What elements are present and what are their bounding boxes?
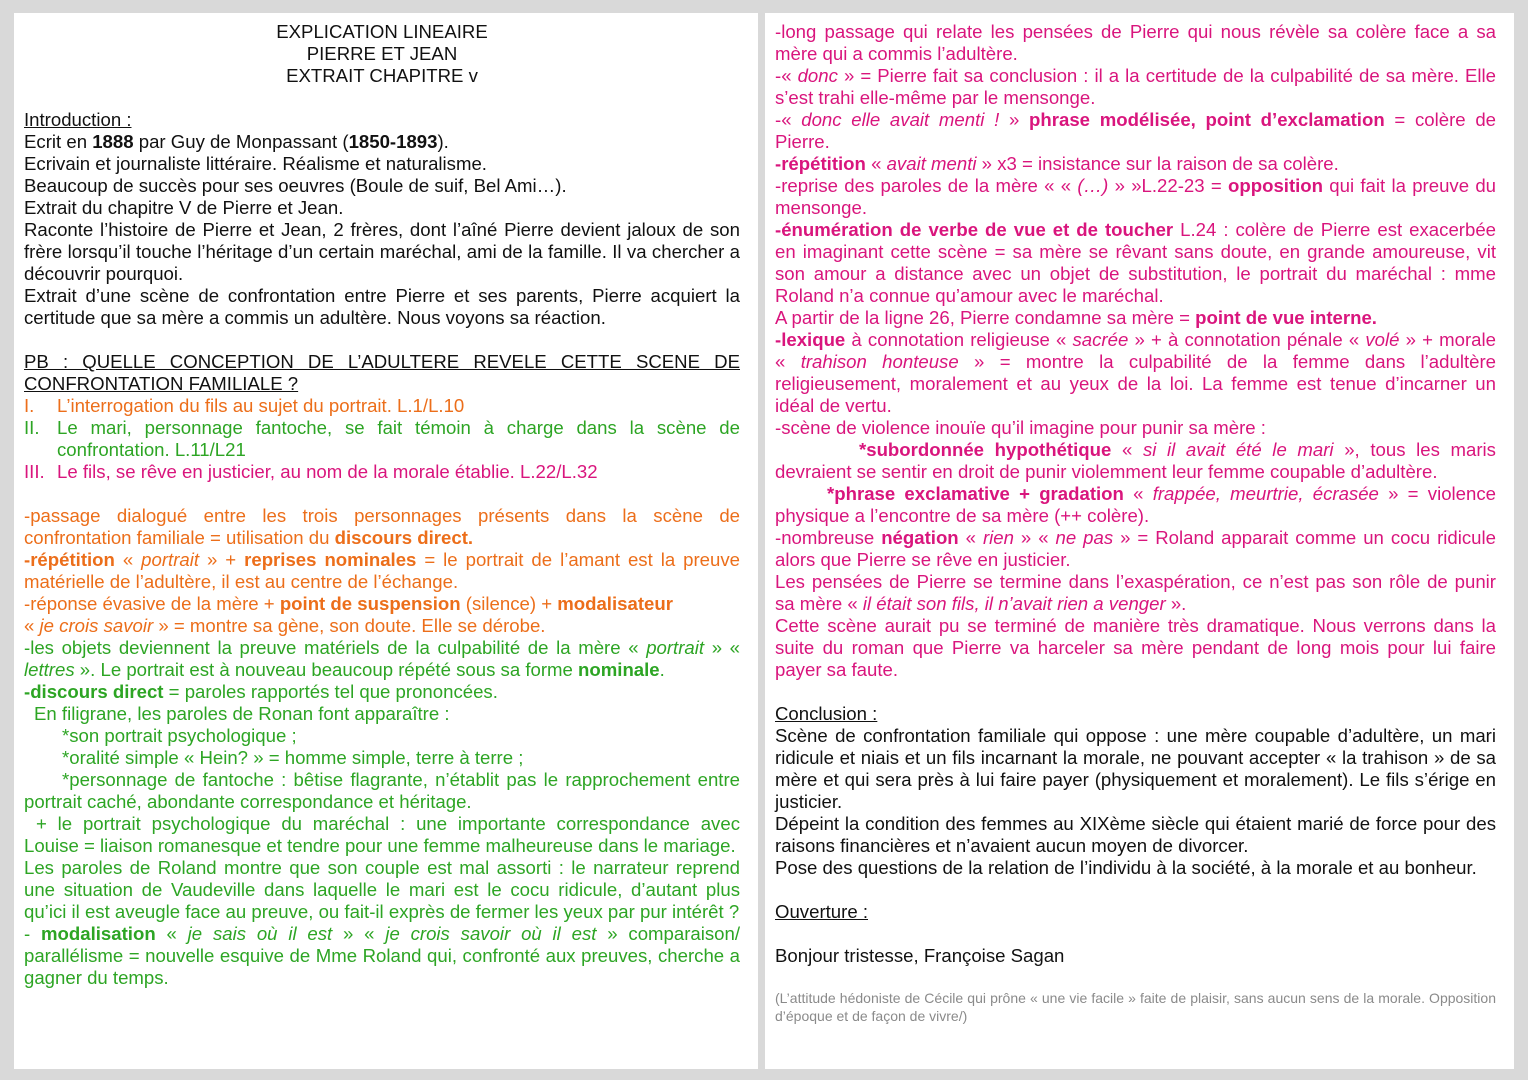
plan-item: III. Le fils, se rêve en justicier, au nom de la morale établie. L.22/L.32	[24, 461, 598, 482]
part3-negation-paragraph: -nombreuse négation « rien » « ne pas » = Roland apparait comme un cocu ridicule alors que Pierre se rêve en justicier.	[775, 527, 1496, 570]
part3-enumeration-paragraph: -énumération de verbe de vue et de toucher L.24 : colère de Pierre est exacerbée en imaginant cette scène = sa mère se rêvant sans doute, en grande amoureuse, vit son amour a distance avec un objet de substitution, le portrait du maréchal : mme Roland n’a connue qu’amour avec le maréchal.	[775, 219, 1497, 306]
part2-direct-speech-paragraph: -discours direct = paroles rapportés tel que prononcées.	[24, 681, 498, 702]
problematique: PB : QUELLE CONCEPTION DE L’ADULTERE REVELE CETTE SCENE DE CONFRONTATION FAMILIALE ?	[24, 351, 740, 394]
ouverture-note: (L’attitude hédoniste de Cécile qui prône « une vie facile » faite de plaisir, sans aucun sens de la morale. Opposition d’époque et de façon de vivre/)	[775, 990, 1496, 1024]
plan-item: I. L’interrogation du fils au sujet du portrait. L.1/L.10	[24, 395, 465, 416]
part1-dialogue-paragraph: -passage dialogué entre les trois personnages présents dans la scène de confrontation familiale = utilisation du discours direct.	[24, 505, 740, 548]
intro-story-paragraph: Raconte l’histoire de Pierre et Jean, 2 frères, dont l’aîné Pierre devient jaloux de son frère lorsqu’il touche l’héritage d’un certain maréchal, ami de la famille. Il va chercher a découvrir pourquoi.	[24, 219, 740, 284]
ouverture-section	[775, 901, 1496, 1025]
ouverture-heading: Ouverture :	[775, 901, 869, 922]
part3-exclamation-paragraph: -« donc elle avait menti ! » phrase modélisée, point d’exclamation = colère de Pierre.	[775, 109, 1496, 152]
document-header	[24, 21, 740, 87]
part3-dramatic-paragraph: Cette scène aurait pu se terminé de manière très dramatique. Nous verrons dans la suite du roman que Pierre va harceler sa mère pendant de long mois pour lui faire payer sa faute.	[775, 615, 1496, 680]
left-column	[14, 13, 758, 1069]
part2-roland-paragraph: Les paroles de Roland montre que son couple est mal assorti : le narrateur reprend une situation de Vaudeville dans laquelle le mari est le cocu ridicule, d’autant plus qu’ici il est aveugle face au preuve, ou fait-il exprès de fermer les yeux par pur intérêt ?	[24, 857, 740, 922]
part3-hypothetical-paragraph: *subordonnée hypothétique « si il avait été le mari », tous les maris devraient se sentir en droit de punir violemment leur femme coupable d’adultère.	[775, 439, 1496, 482]
part2-objects-paragraph: -les objets deviennent la preuve matériels de la culpabilité de la mère « portrait » « lettres ». Le portrait est à nouveau beaucoup répété sous sa forme nominale.	[24, 637, 741, 680]
part2-analysis	[24, 637, 740, 989]
part3-reprise-paragraph: -reprise des paroles de la mère « « (…) » »L.22-23 = opposition qui fait la preuve du mensonge.	[775, 175, 1496, 218]
part1-analysis	[24, 505, 740, 637]
part3-lexicon-paragraph: -lexique à connotation religieuse « sacrée » + à connotation pénale « volé » + morale « trahison honteuse » = montre la culpabilité de la femme dans l’adultère religieusement, moralement et au yeux de la loi. La femme est tenue d’incarner un idéal de vertu.	[775, 329, 1496, 416]
part2-bullet-portrait: *son portrait psychologique ;	[62, 725, 297, 746]
part3-viewpoint-paragraph: A partir de la ligne 26, Pierre condamne sa mère = point de vue interne.	[775, 307, 1377, 328]
part2-filigree-line: En filigrane, les paroles de Ronan font apparaître :	[34, 703, 450, 724]
part2-modalisation-paragraph: - modalisation « je sais où il est » « je crois savoir où il est » comparaison/ parallélisme = nouvelle esquive de Mme Roland qui, confronté aux preuves, cherche a gagner du temps.	[24, 923, 741, 988]
part1-repetition-paragraph: -répétition « portrait » + reprises nominales = le portrait de l’amant est la preuve matérielle de l’adultère, il est au centre de l’échange.	[24, 549, 740, 592]
introduction-heading: Introduction :	[24, 109, 132, 130]
conclusion-condition-paragraph: Dépeint la condition des femmes au XIXème siècle qui étaient marié de force pour des raisons financières et n’avaient aucun moyen de divorcer.	[775, 813, 1496, 856]
introduction-section	[24, 109, 740, 329]
part3-gradation-paragraph: *phrase exclamative + gradation « frappée, meurtrie, écrasée » = violence physique a l’encontre de sa mère (++ colère).	[775, 483, 1496, 526]
part1-response-paragraph: -réponse évasive de la mère + point de suspension (silence) + modalisateur « je crois savoir » = montre sa gène, son doute. Elle se dérobe.	[24, 593, 673, 636]
part3-analysis	[775, 21, 1496, 681]
part2-bullet-puppet: *personnage de fantoche : bêtise flagrante, n’établit pas le rapprochement entre portrait caché, abondante correspondance et héritage.	[24, 769, 740, 812]
intro-scene-paragraph: Extrait d’une scène de confrontation entre Pierre et ses parents, Pierre acquiert la certitude que sa mère a commis un adultère. Nous voyons sa réaction.	[24, 285, 740, 328]
plan-list	[24, 395, 740, 483]
intro-author-line: Ecrivain et journaliste littéraire. Réalisme et naturalisme.	[24, 153, 487, 174]
part3-repetition-paragraph: -répétition « avait menti » x3 = insistance sur la raison de sa colère.	[775, 153, 1339, 174]
plan-item: II. Le mari, personnage fantoche, se fait témoin à charge dans la scène de confrontation. L.11/L21	[24, 417, 740, 460]
header-title: EXPLICATION LINEAIRE	[276, 21, 488, 42]
right-column	[765, 13, 1514, 1069]
part2-bullet-orality: *oralité simple « Hein? » = homme simple, terre à terre ;	[62, 747, 524, 768]
header-excerpt: EXTRAIT CHAPITRE v	[286, 65, 478, 86]
part3-exasperation-paragraph: Les pensées de Pierre se termine dans l’exaspération, ce n’est pas son rôle de punir sa mère « il était son fils, il n’avait rien a venger ».	[775, 571, 1496, 614]
part3-thoughts-paragraph: -long passage qui relate les pensées de Pierre qui nous révèle sa colère face a sa mère qui a commis l’adultère.	[775, 21, 1496, 64]
part3-donc-paragraph: -« donc » = Pierre fait sa conclusion : il a la certitude de la culpabilité de sa mère. Elle s’est trahi elle-même par le mensonge.	[775, 65, 1496, 108]
part3-violence-paragraph: -scène de violence inouïe qu’il imagine pour punir sa mère :	[775, 417, 1266, 438]
part2-marshal-paragraph: + le portrait psychologique du maréchal : une importante correspondance avec Louise = liaison romanesque et tendre pour une femme malheureuse dans le mariage.	[24, 813, 740, 856]
ouverture-title: Bonjour tristesse, Françoise Sagan	[775, 945, 1065, 966]
intro-extract-line: Extrait du chapitre V de Pierre et Jean.	[24, 197, 344, 218]
conclusion-section	[775, 703, 1496, 879]
intro-date-line: Ecrit en 1888 par Guy de Monpassant (1850-1893).	[24, 131, 449, 152]
conclusion-questions-paragraph: Pose des questions de la relation de l’individu à la société, à la morale et au bonheur.	[775, 857, 1477, 878]
document-page	[14, 13, 1514, 1069]
conclusion-summary-paragraph: Scène de confrontation familiale qui oppose : une mère coupable d’adultère, un mari ridicule et niais et un fils incarnant la morale, ne pouvant accepter « la trahison » de sa mère et qui sera près à lui faire payer (physiquement et moralement). Le fils s’érige en justicier.	[775, 725, 1496, 812]
intro-success-line: Beaucoup de succès pour ses oeuvres (Boule de suif, Bel Ami…).	[24, 175, 567, 196]
conclusion-heading: Conclusion :	[775, 703, 878, 724]
header-book: PIERRE ET JEAN	[306, 43, 458, 64]
